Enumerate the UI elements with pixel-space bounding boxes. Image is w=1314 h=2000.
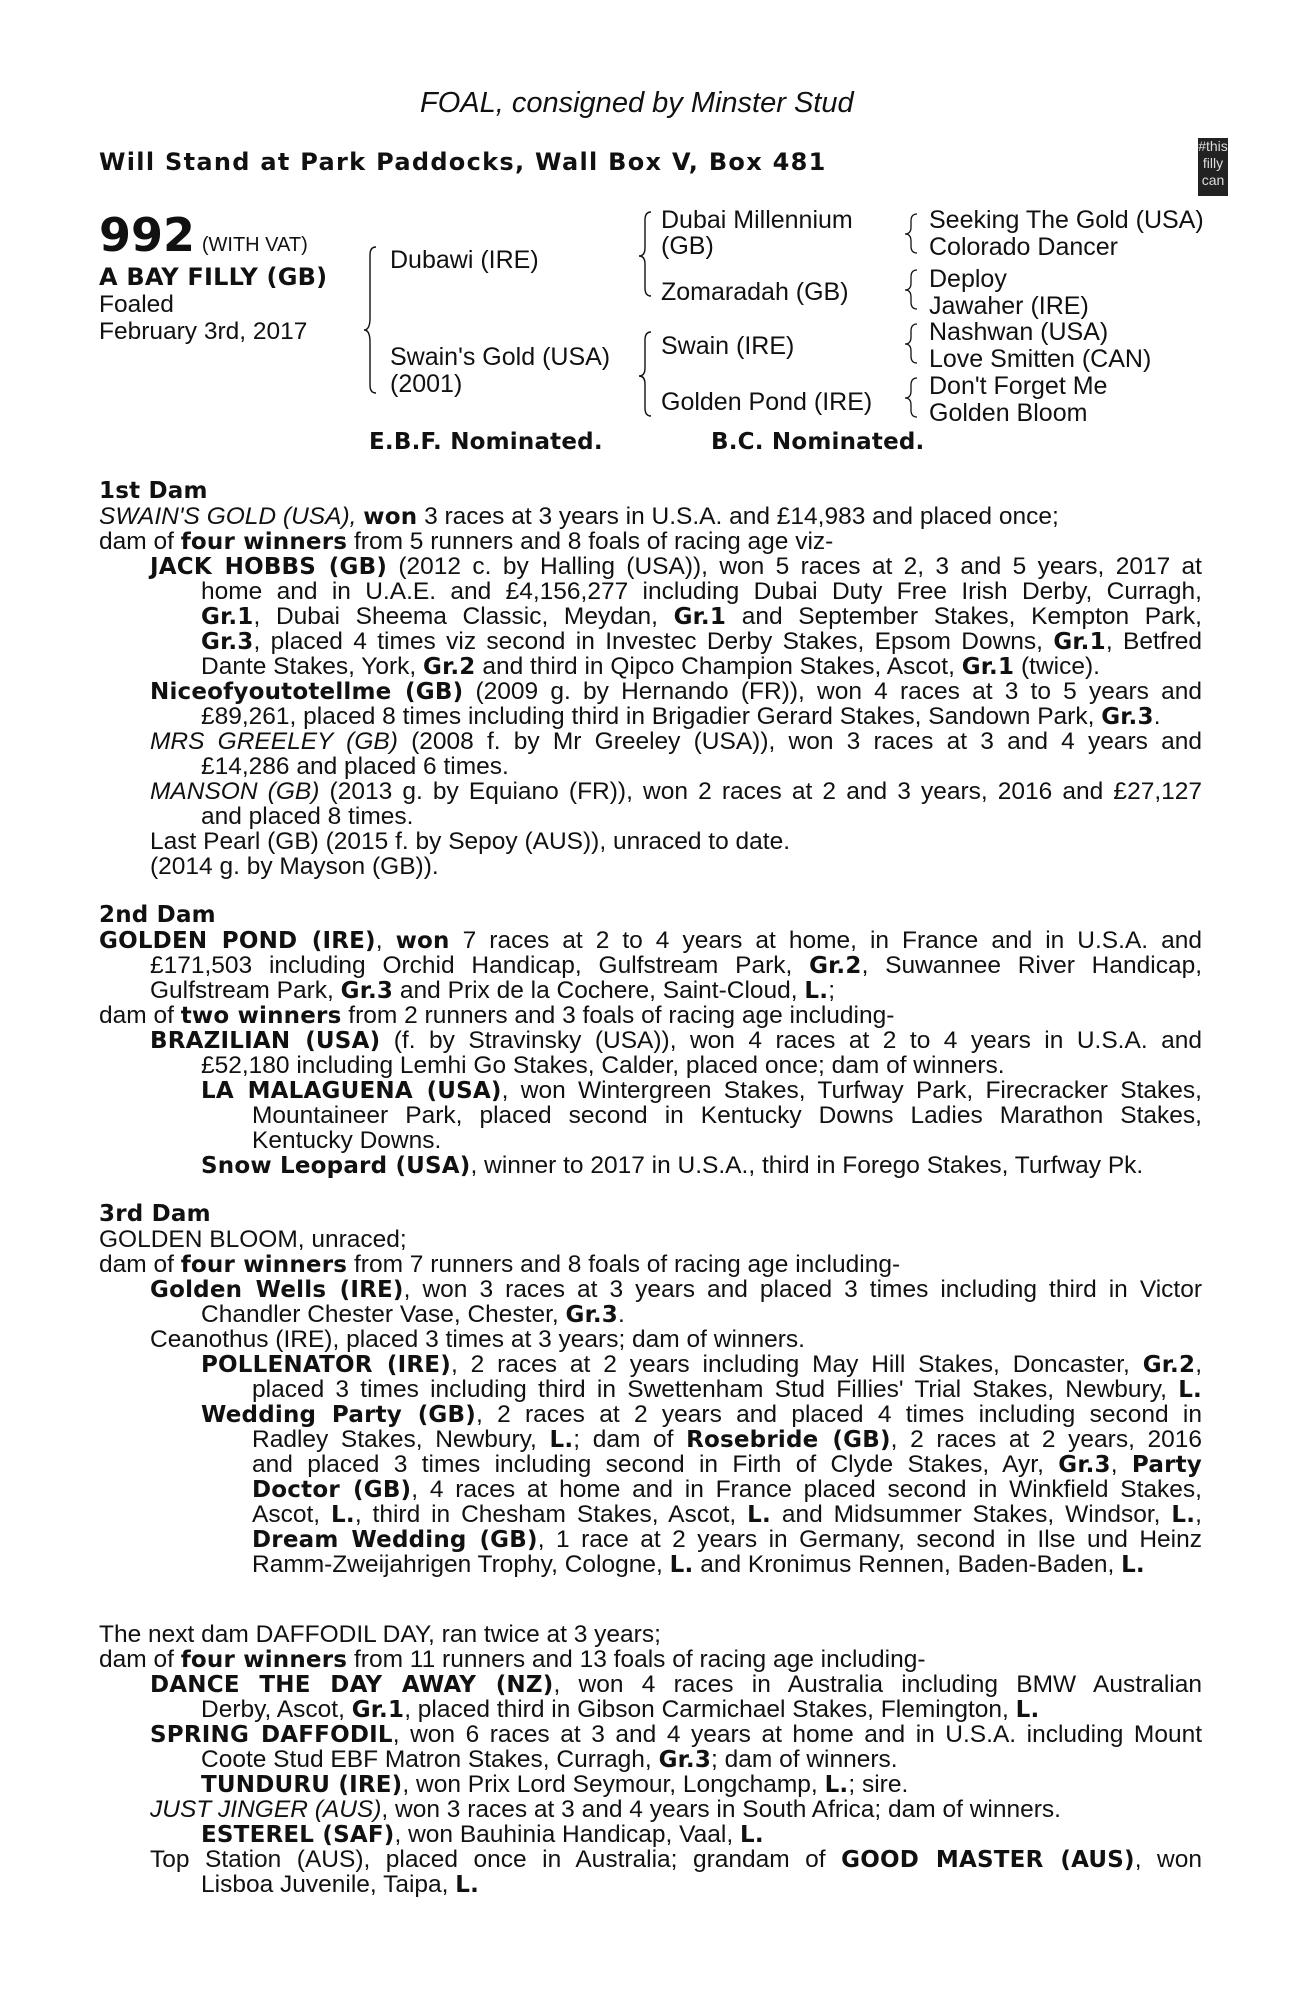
lot-number: 992 — [99, 208, 196, 262]
horse-name: BRAZILIAN (USA) — [150, 1028, 381, 1054]
third-dam-line — [252, 1452, 1202, 1478]
brace-g2 — [905, 270, 917, 309]
listed: L. — [331, 1502, 355, 1528]
horse-name: JUST JINGER (AUS) — [150, 1796, 382, 1823]
listed: L. — [549, 1427, 574, 1453]
second-dam-line — [252, 1128, 441, 1153]
horse-name: Doctor (GB) — [252, 1477, 412, 1503]
next-dam-line — [150, 1722, 1202, 1748]
text: and third in Qipco Champion Stakes, Ascot, — [482, 653, 955, 680]
gg-8: Golden Bloom — [929, 399, 1088, 427]
page-subtitle: FOAL, consigned by Minster Stud — [420, 87, 854, 119]
dam-name: Swain's Gold (USA) — [390, 343, 611, 371]
next-dam-line — [150, 1847, 1202, 1873]
text: from 5 runners and 8 foals of racing age viz- — [353, 528, 834, 555]
text: (twice). — [1020, 653, 1100, 680]
text: . — [1153, 703, 1161, 730]
brace-g3 — [905, 324, 917, 363]
brace-g1 — [905, 214, 917, 253]
brace-sire — [639, 212, 651, 296]
text: , — [1195, 1351, 1203, 1378]
foaled-label: Foaled — [99, 291, 174, 318]
first-dam-line — [201, 629, 1202, 655]
horse-name: ESTEREL (SAF) — [201, 1822, 395, 1848]
text: , 4 races at home and in France placed second in Winkfield Stakes, — [411, 1476, 1202, 1503]
grade: Gr.1 — [351, 1697, 405, 1723]
text: 7 races at 2 to 4 years at home, in France and in U.S.A. and — [462, 927, 1203, 954]
next-dam-line — [201, 1747, 898, 1773]
second-dam-line — [150, 1028, 1202, 1054]
gg-2: Colorado Dancer — [929, 233, 1118, 261]
first-dam-line — [150, 729, 1202, 754]
text: Lisboa Juvenile, Taipa, — [201, 1871, 449, 1898]
third-dam-line — [150, 1327, 805, 1352]
third-dam-line — [201, 1402, 1202, 1428]
grade: Gr.3 — [201, 629, 254, 655]
text: (2008 f. by Mr Greeley (USA)), won 3 races at 3 and 4 years and — [411, 728, 1202, 755]
grade: Gr.3 — [658, 1747, 712, 1773]
text: and placed 8 times. — [201, 803, 414, 830]
text: £171,503 including Orchid Handicap, Gulfstream Park, — [150, 952, 793, 979]
bc-nominated: B.C. Nominated. — [711, 429, 925, 455]
second-dam-heading: 2nd Dam — [99, 902, 216, 928]
listed: L. — [824, 1772, 849, 1798]
next-dam-line — [201, 1872, 479, 1898]
text: Coote Stud EBF Matron Stakes, Curragh, — [201, 1746, 652, 1773]
text: , — [1110, 1451, 1118, 1478]
text: , 2 races at 2 years and placed 4 times including second in — [475, 1401, 1203, 1428]
listed: L. — [739, 1822, 764, 1848]
grade: Gr.3 — [1101, 704, 1154, 730]
text: from 2 runners and 3 foals of racing age including- — [348, 1002, 895, 1029]
horse-name: Snow Leopard (USA) — [201, 1153, 471, 1179]
text: ; — [828, 977, 836, 1004]
listed: L. — [1178, 1377, 1202, 1403]
horse-name: SPRING DAFFODIL — [150, 1722, 393, 1748]
text: Radley Stakes, Newbury, — [252, 1426, 537, 1453]
text: dam of — [99, 528, 174, 555]
horse-name: Wedding Party (GB) — [201, 1402, 476, 1428]
first-dam-line — [150, 854, 439, 879]
next-dam-line — [201, 1772, 908, 1798]
text: , won 6 races at 3 and 4 years at home and in U.S.A. including Mount — [392, 1721, 1203, 1748]
text: £14,286 and placed 6 times. — [201, 753, 509, 780]
brace-g4 — [905, 378, 917, 417]
grade: Gr.2 — [1142, 1352, 1196, 1378]
gg-6: Love Smitten (CAN) — [929, 345, 1152, 373]
text: , won Prix Lord Seymour, Longchamp, — [402, 1771, 818, 1798]
listed: L. — [804, 978, 829, 1004]
text: dam of — [99, 1646, 174, 1673]
badge-line-3: can — [1201, 172, 1225, 188]
text: , winner to 2017 in U.S.A., third in Forego Stakes, Turfway Pk. — [470, 1152, 1144, 1179]
grade: Gr.1 — [1053, 629, 1106, 655]
text: and placed 3 times including second in Firth of Clyde Stakes, Ayr, — [252, 1451, 1044, 1478]
badge-line-1: #this — [1198, 138, 1228, 154]
text: ; dam of winners. — [711, 1746, 898, 1773]
next-dam-line — [150, 1672, 1202, 1698]
first-dam-line — [201, 704, 1161, 730]
next-dam-line — [99, 1647, 926, 1673]
first-dam-line — [150, 554, 1202, 580]
vat-note: (WITH VAT) — [201, 234, 308, 256]
grade: Gr.2 — [423, 654, 476, 680]
gg-7: Don't Forget Me — [929, 372, 1108, 400]
text: , — [1195, 1501, 1202, 1528]
text: and September Stakes, Kempton Park, — [741, 603, 1202, 630]
text: £52,180 including Lemhi Go Stakes, Calder, placed once; dam of winners. — [201, 1052, 1005, 1079]
text: from 7 runners and 8 foals of racing age including- — [353, 1251, 901, 1278]
gg-3: Deploy — [929, 265, 1007, 293]
text: ; sire. — [848, 1771, 909, 1798]
gg-4: Jawaher (IRE) — [929, 292, 1089, 320]
text: Ramm-Zweijahrigen Trophy, Cologne, — [252, 1551, 663, 1578]
winners-count: four winners — [180, 1252, 348, 1278]
text: (2012 c. by Halling (USA)), won 5 races at 2, 3 and 5 years, 2017 at — [398, 553, 1202, 580]
first-dam-heading: 1st Dam — [99, 478, 208, 504]
horse-name: DANCE THE DAY AWAY (NZ) — [150, 1672, 554, 1698]
second-dam-line — [99, 928, 1202, 954]
listed: L. — [669, 1552, 694, 1578]
text: , Suwannee River Handicap, — [861, 952, 1202, 979]
text: £89,261, placed 8 times including third in Brigadier Gerard Stakes, Sandown Park, — [201, 703, 1095, 730]
text: , third in Chesham Stakes, Ascot, — [354, 1501, 737, 1528]
text: Top Station (AUS), placed once in Australia; grandam of — [150, 1846, 826, 1873]
text: , won Wintergreen Stakes, Turfway Park, Firecracker Stakes, — [501, 1077, 1202, 1104]
listed: L. — [1121, 1552, 1145, 1578]
next-dam-line — [99, 1622, 661, 1647]
text: dam of — [99, 1251, 174, 1278]
sire-dam: Zomaradah (GB) — [661, 278, 849, 306]
text: and Midsummer Stakes, Windsor, — [781, 1501, 1161, 1528]
grade: Gr.1 — [673, 604, 727, 630]
grade: Gr.3 — [565, 1302, 618, 1328]
sire-name: Dubawi (IRE) — [390, 246, 539, 274]
text: Gulfstream Park, — [150, 977, 334, 1004]
next-dam-line — [201, 1822, 764, 1848]
text: The next dam DAFFODIL DAY, ran twice at 3 years; — [99, 1621, 661, 1648]
stand-line: Will Stand at Park Paddocks, Wall Box V, Box 481 — [99, 148, 827, 176]
dam-dam: Golden Pond (IRE) — [661, 388, 873, 416]
third-dam-line — [252, 1377, 1202, 1403]
text: Last Pearl (GB) (2015 f. by Sepoy (AUS)), unraced to date. — [150, 828, 791, 855]
text: , 2 races at 2 years, 2016 — [890, 1426, 1203, 1453]
listed: L. — [1171, 1502, 1196, 1528]
text: (2014 g. by Mayson (GB)). — [150, 853, 439, 880]
listed: L. — [455, 1872, 480, 1898]
first-dam-line — [99, 529, 833, 555]
text: , won 4 races in Australia including BMW Australian — [553, 1671, 1202, 1698]
horse-name: LA MALAGUENA (USA) — [201, 1078, 502, 1104]
brace-dam — [639, 332, 651, 416]
text: , Betfred — [1105, 628, 1202, 655]
grade: Gr.3 — [1058, 1452, 1111, 1478]
horse-name: JACK HOBBS (GB) — [150, 554, 388, 580]
grade: Gr.3 — [340, 978, 394, 1004]
sire-sire-country: (GB) — [661, 232, 714, 260]
horse-name: MRS GREELEY (GB) — [150, 728, 398, 755]
brace-main — [364, 247, 376, 393]
horse-name: Dream Wedding (GB) — [252, 1527, 538, 1553]
third-dam-line — [252, 1477, 1202, 1503]
third-dam-line — [99, 1227, 407, 1252]
third-dam-line — [252, 1502, 1202, 1528]
third-dam-line — [150, 1277, 1202, 1303]
text: 3 races at 3 years in U.S.A. and £14,983 and placed once; — [424, 503, 1059, 530]
text: Ceanothus (IRE), placed 3 times at 3 years; dam of winners. — [150, 1326, 805, 1353]
winners-count: four winners — [180, 1647, 348, 1673]
text: Derby, Ascot, — [201, 1696, 345, 1723]
listed: L. — [747, 1502, 771, 1528]
text: ; dam of — [573, 1426, 674, 1453]
third-dam-line — [252, 1552, 1145, 1578]
text: Chandler Chester Vase, Chester, — [201, 1301, 559, 1328]
horse-name: TUNDURU (IRE) — [201, 1772, 403, 1798]
foaled-date: February 3rd, 2017 — [99, 318, 308, 345]
grade: Gr.1 — [201, 604, 254, 630]
listed: L. — [1015, 1697, 1040, 1723]
first-dam-line — [201, 579, 1202, 604]
horse-name: MANSON (GB) — [150, 778, 320, 805]
text: (f. by Stravinsky (USA)), won 4 races at 2 to 4 years in U.S.A. and — [393, 1027, 1202, 1054]
won-label: won — [363, 504, 418, 530]
horse-name: Golden Wells (IRE) — [150, 1277, 404, 1303]
dam-year: (2001) — [390, 370, 463, 398]
text: and Prix de la Cochere, Saint-Cloud, — [399, 977, 798, 1004]
badge-line-2: filly — [1202, 155, 1224, 171]
third-dam-line — [201, 1302, 625, 1328]
horse-name: Rosebride (GB) — [686, 1427, 891, 1453]
text: Kentucky Downs. — [252, 1127, 442, 1154]
sire-sire: Dubai Millennium — [661, 206, 853, 234]
horse-name: GOOD MASTER (AUS) — [841, 1847, 1135, 1873]
first-dam-line — [99, 504, 1059, 530]
first-dam-line — [201, 604, 1202, 630]
ebf-nominated: E.B.F. Nominated. — [369, 429, 603, 455]
text: , won 3 races at 3 years and placed 3 times including third in Victor — [403, 1276, 1203, 1303]
first-dam-line — [150, 679, 1202, 705]
text: Mountaineer Park, placed second in Kentucky Downs Ladies Marathon Stakes, — [252, 1102, 1202, 1129]
dam-name: GOLDEN POND (IRE) — [99, 928, 376, 954]
text: and Kronimus Rennen, Baden-Baden, — [700, 1551, 1115, 1578]
text: (2013 g. by Equiano (FR)), won 2 races at 2 and 3 years, 2016 and £27,127 — [329, 778, 1202, 805]
won-label: won — [395, 928, 450, 954]
second-dam-line — [201, 1053, 1005, 1078]
text: GOLDEN BLOOM, unraced; — [99, 1226, 407, 1253]
text: , won — [1134, 1846, 1203, 1873]
dam-name: SWAIN'S GOLD (USA), — [99, 503, 357, 530]
horse-name: Niceofyoutotellme (GB) — [150, 679, 464, 705]
second-dam-line — [99, 1003, 894, 1029]
text: , placed third in Gibson Carmichael Stakes, Flemington, — [404, 1696, 1009, 1723]
text: , won Bauhinia Handicap, Vaal, — [394, 1821, 734, 1848]
lot-name: A BAY FILLY (GB) — [99, 263, 328, 291]
first-dam-line — [201, 654, 1100, 680]
second-dam-line — [252, 1103, 1202, 1128]
first-dam-line — [201, 754, 509, 779]
first-dam-line — [150, 829, 790, 854]
winners-count: two winners — [180, 1003, 342, 1029]
first-dam-line — [201, 804, 413, 829]
grade: Gr.2 — [809, 953, 862, 979]
text: from 11 runners and 13 foals of racing age including- — [353, 1646, 926, 1673]
third-dam-line — [252, 1427, 1202, 1453]
gg-5: Nashwan (USA) — [929, 318, 1109, 346]
first-dam-line — [150, 779, 1202, 804]
text: Ascot, — [252, 1501, 321, 1528]
text: dam of — [99, 1002, 174, 1029]
text: , 1 race at 2 years in Germany, second in Ilse und Heinz — [537, 1526, 1202, 1553]
text: (2009 g. by Hernando (FR)), won 4 races at 3 to 5 years and — [475, 678, 1202, 705]
next-dam-line — [150, 1797, 1061, 1822]
second-dam-line — [150, 953, 1202, 979]
third-dam-line — [99, 1252, 900, 1278]
third-dam-heading: 3rd Dam — [99, 1201, 211, 1227]
text: Dante Stakes, York, — [201, 653, 417, 680]
horse-name: POLLENATOR (IRE) — [201, 1352, 451, 1378]
next-dam-line — [201, 1697, 1039, 1723]
grade: Gr.1 — [961, 654, 1015, 680]
horse-name: Party — [1131, 1452, 1202, 1478]
gg-1: Seeking The Gold (USA) — [929, 206, 1204, 234]
winners-count: four winners — [180, 529, 348, 555]
text: home and in U.A.E. and £4,156,277 including Dubai Duty Free Irish Derby, Curragh, — [201, 578, 1202, 605]
second-dam-line — [150, 978, 835, 1004]
third-dam-line — [201, 1352, 1202, 1378]
third-dam-line — [252, 1527, 1202, 1553]
second-dam-line — [201, 1153, 1143, 1179]
text: , placed 4 times viz second in Investec Derby Stakes, Epsom Downs, — [253, 628, 1043, 655]
text: . — [618, 1301, 625, 1328]
second-dam-line — [201, 1078, 1202, 1104]
text: placed 3 times including third in Swettenham Stud Fillies' Trial Stakes, Newbury, — [252, 1376, 1167, 1403]
text: , — [375, 927, 383, 954]
text: , won 3 races at 3 and 4 years in South Africa; dam of winners. — [381, 1796, 1061, 1823]
text: , Dubai Sheema Classic, Meydan, — [253, 603, 658, 630]
text: , 2 races at 2 years including May Hill Stakes, Doncaster, — [450, 1351, 1130, 1378]
dam-sire: Swain (IRE) — [661, 332, 795, 360]
